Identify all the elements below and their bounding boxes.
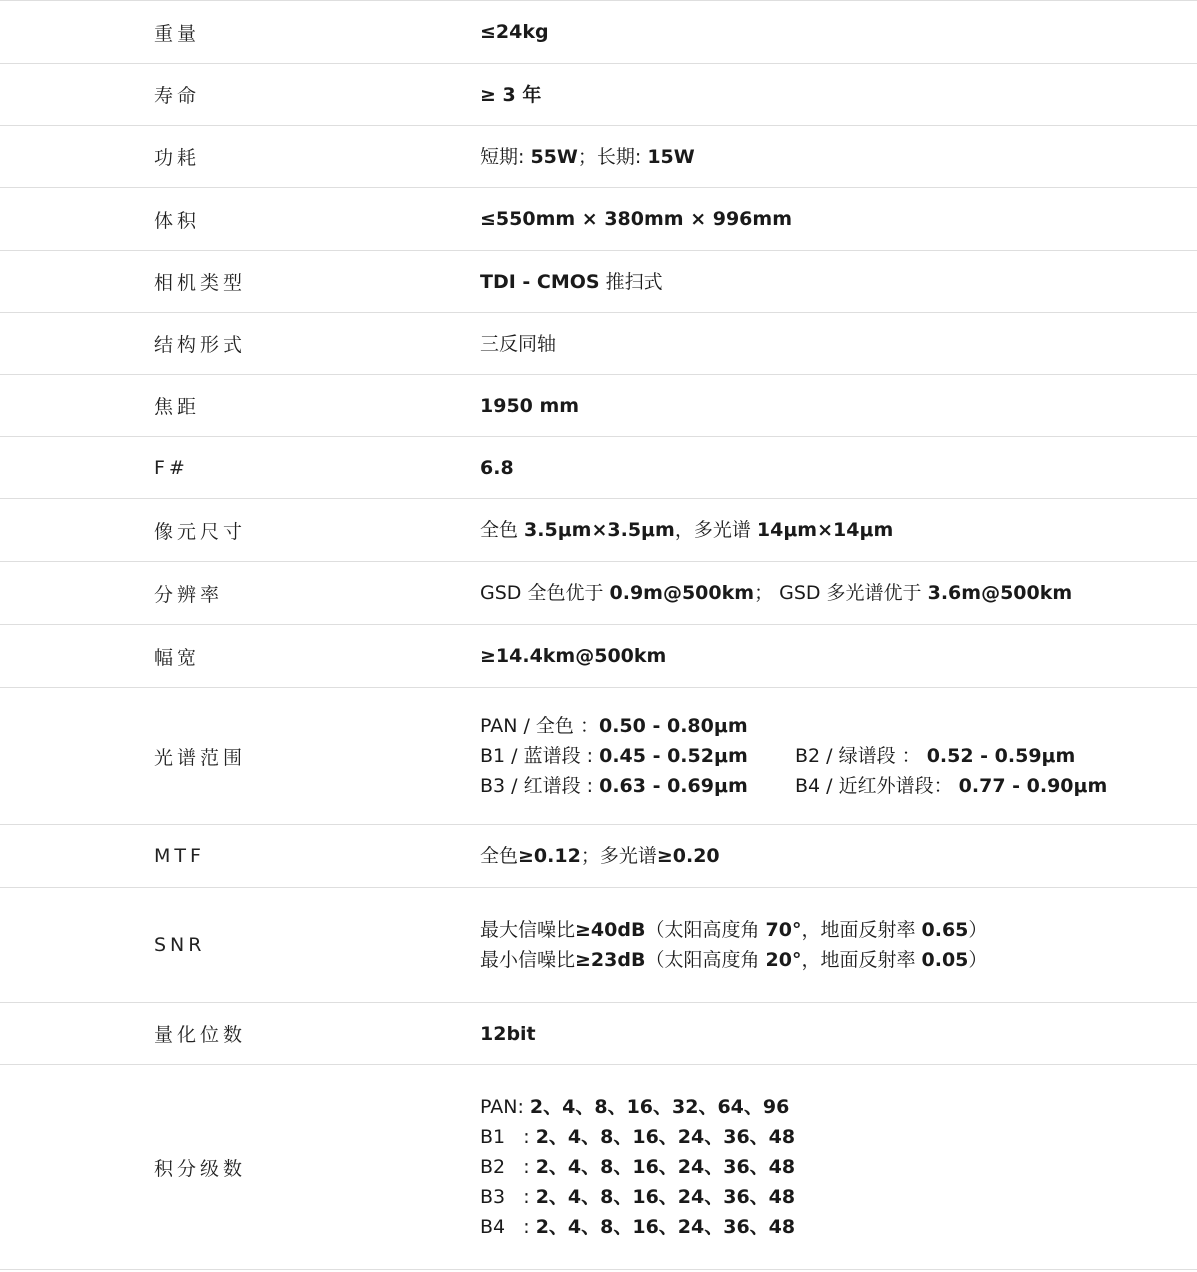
spec-row-mtf (0, 824, 1197, 887)
spec-label: 分辨率 (154, 583, 224, 606)
band-row (480, 741, 1197, 771)
spec-label: 光谱范围 (154, 746, 247, 769)
stage-line-pan: PAN: 2、4、8、16、32、64、96 (480, 1096, 790, 1118)
value-bold: ≥0.12 (518, 845, 581, 867)
spec-value: ≥ 3 年 (480, 83, 542, 106)
spec-row-f-number (0, 436, 1197, 498)
spec-label: 相机类型 (154, 272, 247, 294)
spec-value: ≥14.4km@500km (480, 645, 667, 667)
value-bold: 0.9m@500km (609, 582, 755, 604)
value-text: ，多光谱 (674, 519, 757, 541)
spec-value (480, 841, 1197, 871)
value-text: ；长期: (577, 145, 648, 168)
spec-value: ≤550mm × 380mm × 996mm (480, 208, 792, 230)
value-text: 全色 (480, 519, 525, 541)
stage-line-b4: B4 : 2、4、8、16、24、36、48 (480, 1216, 796, 1238)
spec-value: ≤24kg (480, 21, 549, 43)
snr-min-line: 最小信噪比≥23dB（太阳高度角 20°，地面反射率 0.05） (480, 949, 988, 971)
spec-row-power (0, 125, 1197, 187)
band-b4: B4 / 近红外谱段： 0.77 - 0.90μm (795, 775, 1108, 797)
spec-value: 12bit (480, 1022, 536, 1045)
value-bold: 14μm×14μm (756, 519, 894, 541)
spec-row-lifetime (0, 63, 1197, 125)
stage-line-b2: B2 : 2、4、8、16、24、36、48 (480, 1156, 796, 1178)
spec-label: 积分级数 (154, 1157, 247, 1180)
spec-value (480, 578, 1197, 608)
spec-row-weight (0, 0, 1197, 63)
spec-label: F# (154, 456, 189, 479)
snr-max-line: 最大信噪比≥40dB（太阳高度角 70°，地面反射率 0.65） (480, 919, 988, 941)
spec-value (480, 267, 1197, 297)
spec-value: 1950 mm (480, 394, 580, 417)
spec-row-snr (0, 887, 1197, 1002)
band-pan: PAN / 全色 ：0.50 - 0.80μm (480, 715, 748, 737)
spec-value (480, 515, 1197, 545)
value-bold: 15W (647, 145, 695, 168)
spec-row-volume (0, 187, 1197, 250)
value-text: ；多光谱 (580, 845, 657, 867)
spec-label: 寿命 (154, 85, 201, 107)
band-b1: B1 / 蓝谱段 : 0.45 - 0.52μm (480, 745, 748, 767)
spec-row-integration-stages (0, 1064, 1197, 1270)
value-bold: TDI - CMOS (480, 270, 600, 293)
spec-value (480, 1092, 1197, 1242)
value-text: GSD 全色优于 (480, 582, 610, 604)
spec-value (480, 915, 1197, 975)
value-bold: 3.6m@500km (927, 582, 1073, 604)
spec-label: 体积 (154, 209, 201, 232)
spec-label: 像元尺寸 (154, 520, 247, 543)
value-text: 全色 (480, 845, 519, 867)
spec-value (480, 711, 1197, 801)
stage-line-b3: B3 : 2、4、8、16、24、36、48 (480, 1186, 796, 1208)
spec-row-resolution (0, 561, 1197, 624)
spec-label: 重量 (154, 22, 201, 45)
spec-label: 结构形式 (154, 334, 247, 356)
band-b2: B2 / 绿谱段 ： 0.52 - 0.59μm (795, 745, 1076, 767)
spec-row-quantization (0, 1002, 1197, 1064)
spec-row-focal-length (0, 374, 1197, 436)
spec-label: MTF (154, 845, 205, 867)
band-row (480, 771, 1197, 801)
spec-label: 功耗 (154, 147, 201, 169)
spec-row-swath (0, 624, 1197, 687)
stage-line-b1: B1 : 2、4、8、16、24、36、48 (480, 1126, 796, 1148)
value-bold: 55W (530, 145, 578, 168)
spec-value: 三反同轴 (480, 332, 557, 355)
value-bold: ≥0.20 (656, 845, 720, 867)
value-text: 推扫式 (599, 270, 663, 293)
value-text: 短期: (480, 145, 531, 168)
spec-label: SNR (154, 934, 206, 956)
spec-label: 量化位数 (154, 1024, 247, 1046)
spec-row-pixel-size (0, 498, 1197, 561)
spec-row-spectral-range (0, 687, 1197, 824)
band-b3: B3 / 红谱段 : 0.63 - 0.69μm (480, 775, 748, 797)
spec-label: 焦距 (154, 396, 201, 418)
spec-row-camera-type (0, 250, 1197, 312)
spec-label: 幅宽 (154, 646, 201, 669)
spec-value (480, 142, 1197, 172)
spec-row-structure (0, 312, 1197, 374)
value-text: ； GSD 多光谱优于 (754, 582, 928, 604)
value-bold: 3.5μm×3.5μm (524, 519, 675, 541)
spec-value: 6.8 (480, 456, 514, 479)
